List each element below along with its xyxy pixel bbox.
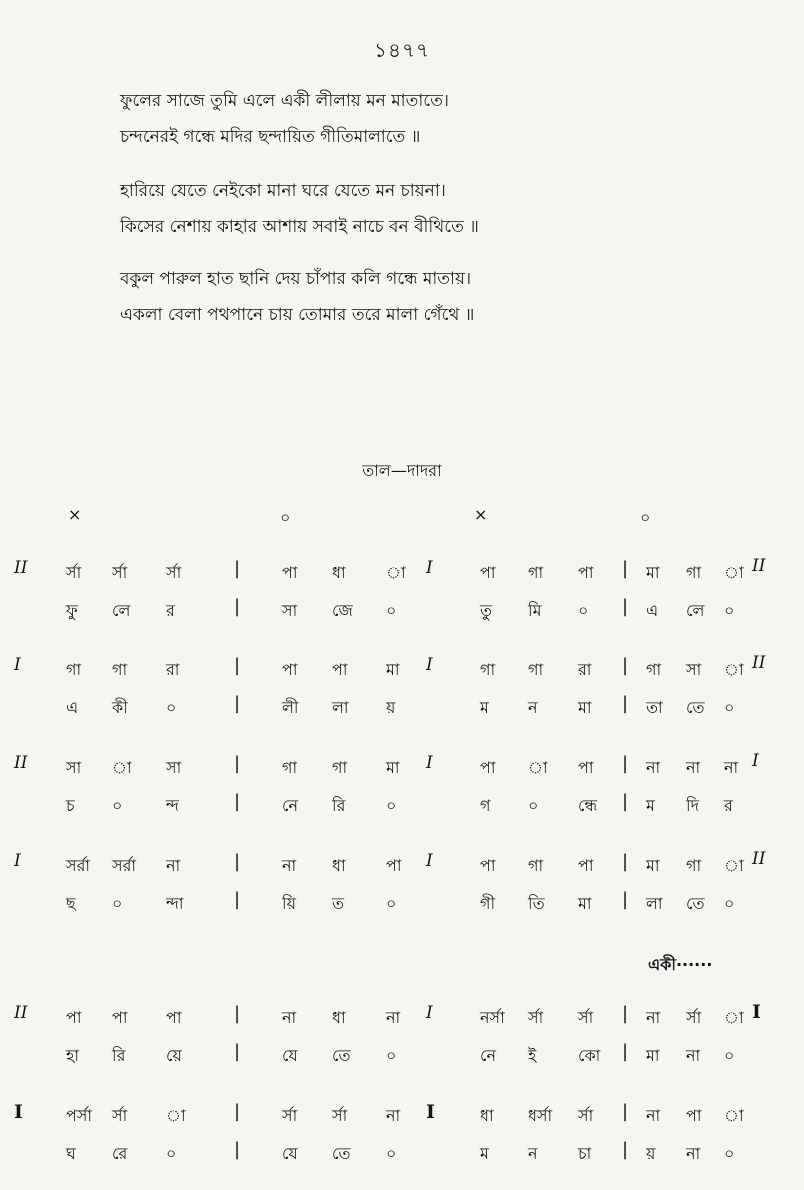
lyric-cell: লী [282,698,299,717]
lyric-cell: যে [282,1046,298,1065]
note-cell: া [724,660,744,679]
bar-line: | [622,791,629,812]
lyric-cell: এ [66,698,79,717]
note-cell: সর্রা [66,856,91,875]
note-cell: পা [282,660,298,679]
note-cell: র্সা [686,1008,702,1027]
lyric-cell: ০ [724,1046,735,1065]
bar-line: | [234,851,241,872]
lyric-cell: চ [66,796,75,815]
section-mid-symbol: I [426,753,433,773]
lyric-cell: র [724,796,733,815]
bar-line: | [234,693,241,714]
bar-line: | [622,1041,629,1062]
note-cell: গা [480,660,496,679]
lyric-cell: ফু [66,601,78,620]
note-cell: া [724,856,744,875]
note-cell: সা [166,758,182,777]
note-cell: া [112,758,132,777]
note-cell: র্সা [578,1106,594,1125]
note-cell: গা [112,660,128,679]
section-end-symbol: II [752,653,766,673]
lyric-cell: লে [686,601,705,620]
lyric-cell: নে [480,1046,497,1065]
lyric-cell: ছ [66,894,76,913]
note-cell: পা [578,856,594,875]
note-cell: র্সা [528,1008,544,1027]
verse-line: চন্দনেরই গন্ধে মদির ছন্দায়িত গীতিমালাতে ॥ [120,127,421,147]
note-cell: র্সা [332,1106,348,1125]
note-cell: পা [66,1008,82,1027]
lyric-cell: ০ [578,601,589,620]
note-cell: র্সা [66,563,82,582]
lyric-cell: ০ [528,796,539,815]
verse-line: ফুলের সাজে তুমি এলে একী লীলায় মন মাতাতে। [120,91,449,111]
note-cell: ধর্সা [528,1106,553,1125]
lyric-cell: র [166,601,175,620]
note-cell: ধা [480,1106,494,1125]
note-cell: র্সা [282,1106,298,1125]
note-cell: র্সা [112,1106,128,1125]
lyric-cell: গী [480,894,496,913]
lyric-cell: হা [66,1046,80,1065]
verse-line: একলা বেলা পথপানে চায় তোমার তরে মালা গেঁথে ॥ [120,305,475,325]
lyric-cell: কো [578,1046,601,1065]
lyric-cell: যে [282,1144,298,1163]
note-cell: পা [166,1008,182,1027]
bar-line: | [234,753,241,774]
note-cell: ধা [332,856,346,875]
section-mid-symbol: I [426,1003,433,1023]
lyric-cell: ০ [112,894,123,913]
lyric-cell: জে [332,601,353,620]
section-start-symbol: II [14,1003,28,1023]
note-cell: মা [646,856,660,875]
lyric-cell: ই [528,1046,537,1065]
bar-line: | [622,693,629,714]
beat-mark: ০ [640,508,651,527]
note-cell: রা [166,660,180,679]
bar-line: | [234,596,241,617]
note-cell: পা [578,563,594,582]
lyric-cell: ম [480,1144,489,1163]
lyric-cell: ০ [386,1144,397,1163]
note-cell: পা [332,660,348,679]
lyric-cell: ন [528,698,538,717]
tal-label: তাল—দাদরা [362,461,442,480]
lyric-cell: সা [282,601,298,620]
note-cell: না [386,1106,401,1125]
lyric-cell: লা [332,698,349,717]
lyric-cell: ন [528,1144,538,1163]
lyric-cell: তে [686,698,705,717]
note-cell: মা [386,758,400,777]
lyric-cell: লা [646,894,663,913]
note-cell: সা [66,758,82,777]
section-end-symbol: II [752,556,766,576]
note-cell: গা [66,660,82,679]
lyric-cell: তে [332,1046,351,1065]
section-mid-symbol: I [426,558,433,578]
lyric-cell: ০ [386,1046,397,1065]
section-mid-symbol: I [426,655,433,675]
bar-line: | [234,1003,241,1024]
lyric-cell: মি [528,601,542,620]
lyric-cell: তি [528,894,545,913]
lyric-cell: য়ি [282,894,297,913]
section-end-symbol: II [752,849,766,869]
refrain-label: একী······ [648,955,713,974]
note-cell: না [166,856,181,875]
note-cell: পা [386,856,402,875]
note-cell: না [646,1106,661,1125]
section-start-symbol: I [14,851,21,871]
note-cell: না [282,1008,297,1027]
note-cell: মা [386,660,400,679]
bar-line: | [622,753,629,774]
note-cell: া [724,1008,744,1027]
note-cell: গা [646,660,662,679]
note-cell: না [282,856,297,875]
lyric-cell: ম [480,698,489,717]
lyric-cell: ০ [112,796,123,815]
note-cell: সর্রা [112,856,137,875]
lyric-cell: গ [480,796,491,815]
lyric-cell: মা [646,1046,660,1065]
note-cell: গা [332,758,348,777]
verse-line: কিসের নেশায় কাহার আশায় সবাই নাচে বন বীথিতে ॥ [120,217,479,237]
lyric-cell: য় [646,1144,656,1163]
lyric-cell: ০ [724,894,735,913]
bar-line: | [234,889,241,910]
lyric-cell: না [686,1046,701,1065]
note-cell: গা [686,563,702,582]
bar-line: | [622,558,629,579]
note-cell: র্সা [166,563,182,582]
note-cell: ধা [332,1008,346,1027]
lyric-cell: কী [112,698,128,717]
note-cell: া [166,1106,186,1125]
lyric-cell: ০ [166,698,177,717]
note-cell: া [724,1106,744,1125]
lyric-cell: য়ে [166,1046,182,1065]
lyric-cell: ন্ধে [578,796,598,815]
lyric-cell: তু [480,601,493,620]
note-cell: পা [112,1008,128,1027]
note-cell: না [646,1008,661,1027]
note-cell: র্সা [112,563,128,582]
note-cell: ধা [332,563,346,582]
note-cell: না [724,758,739,777]
bar-line: | [622,655,629,676]
lyric-cell: এ [646,601,659,620]
bar-line: | [234,558,241,579]
note-cell: পা [282,563,298,582]
lyric-cell: রে [112,1144,128,1163]
lyric-cell: ০ [724,698,735,717]
lyric-cell: ০ [724,601,735,620]
lyric-cell: ০ [166,1144,177,1163]
note-cell: গা [528,563,544,582]
beat-mark: ০ [280,508,291,527]
bar-line: | [622,1139,629,1160]
section-start-symbol: I [14,655,21,675]
lyric-cell: ন্দা [166,894,184,913]
note-cell: র্সা [578,1008,594,1027]
bar-line: | [622,851,629,872]
lyric-cell: নে [282,796,299,815]
note-cell: পা [480,758,496,777]
verse-line: হারিয়ে যেতে নেইকো মানা ঘরে যেতে মন চায়না। [120,181,446,201]
note-cell: গা [528,856,544,875]
lyric-cell: লে [112,601,131,620]
note-cell: া [724,563,744,582]
note-cell: না [646,758,661,777]
lyric-cell: মা [578,698,592,717]
bar-line: | [622,1101,629,1122]
note-cell: সা [686,660,702,679]
bar-line: | [234,1101,241,1122]
bar-line: | [622,889,629,910]
lyric-cell: তে [686,894,705,913]
lyric-cell: য় [386,698,396,717]
page-number: ১৪৭৭ [374,38,430,62]
section-end-symbol: I [752,1001,761,1023]
lyric-cell: ০ [386,894,397,913]
beat-mark: × [474,505,488,524]
section-mid-symbol: I [426,851,433,871]
section-mid-symbol: I [426,1101,435,1123]
note-cell: মা [646,563,660,582]
note-cell: গা [282,758,298,777]
bar-line: | [622,596,629,617]
note-cell: া [386,563,406,582]
note-cell: গা [528,660,544,679]
lyric-cell: ০ [386,601,397,620]
section-start-symbol: I [14,1101,23,1123]
lyric-cell: মা [578,894,592,913]
bar-line: | [622,1003,629,1024]
note-cell: পা [578,758,594,777]
note-cell: না [386,1008,401,1027]
bar-line: | [234,1041,241,1062]
lyric-cell: ন্দ [166,796,179,815]
bar-line: | [234,655,241,676]
bar-line: | [234,1139,241,1160]
note-cell: রা [578,660,592,679]
note-cell: পর্সা [66,1106,93,1125]
lyric-cell: না [686,1144,701,1163]
lyric-cell: ০ [724,1144,735,1163]
note-cell: না [686,758,701,777]
section-end-symbol: I [752,751,759,771]
lyric-cell: দি [686,796,699,815]
beat-mark: × [68,505,82,524]
lyric-cell: তে [332,1144,351,1163]
lyric-cell: রি [112,1046,126,1065]
verse-line: বকুল পারুল হাত ছানি দেয় চাঁপার কলি গন্ধে মাতায়। [120,269,472,289]
lyric-cell: চা [578,1144,592,1163]
lyric-cell: ত [332,894,345,913]
note-cell: নর্সা [480,1008,505,1027]
lyric-cell: রি [332,796,346,815]
lyric-cell: ঘ [66,1144,76,1163]
lyric-cell: ০ [386,796,397,815]
note-cell: গা [686,856,702,875]
lyric-cell: ম [646,796,655,815]
section-start-symbol: II [14,558,28,578]
note-cell: পা [480,856,496,875]
bar-line: | [234,791,241,812]
lyric-cell: তা [646,698,663,717]
note-cell: পা [686,1106,702,1125]
note-cell: পা [480,563,496,582]
section-start-symbol: II [14,753,28,773]
note-cell: া [528,758,548,777]
